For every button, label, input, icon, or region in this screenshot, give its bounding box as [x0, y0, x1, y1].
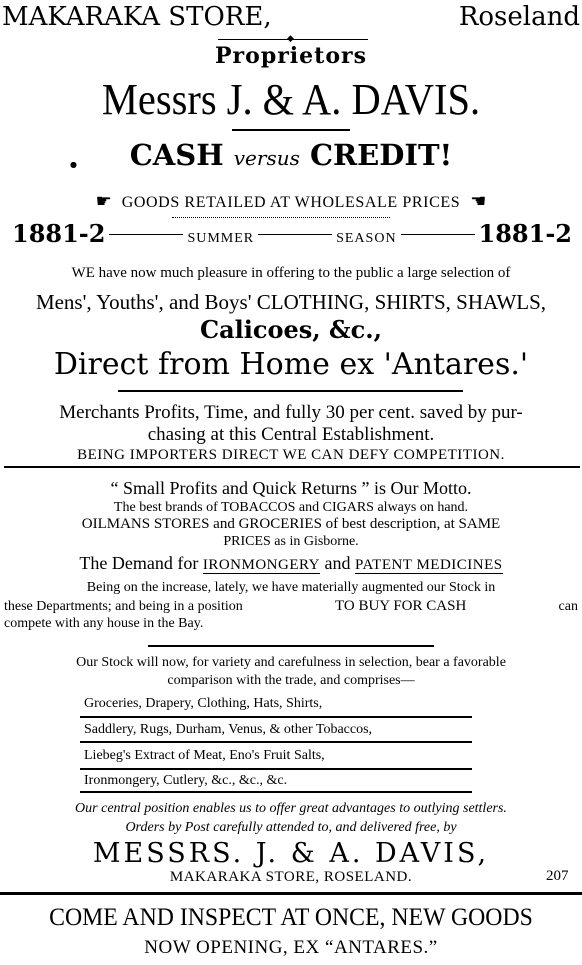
- header-row: [0, 4, 582, 30]
- demand-line-3: [4, 599, 578, 614]
- proprietors-name: Messrs J. & A. DAVIS.: [101, 75, 481, 124]
- cash-word: CASH: [129, 138, 224, 172]
- dotted-divider: [172, 217, 390, 219]
- come-line: COME AND INSPECT AT ONCE, NEW GOODS: [49, 904, 533, 931]
- merchants-line-2: chasing at this Central Establishment.: [147, 424, 435, 445]
- demand-line-4: compete with any house in the Bay.: [4, 616, 204, 631]
- stock-line-2: comparison with the trade, and comprises—: [167, 673, 415, 688]
- item-underline: [80, 741, 472, 743]
- divider: [148, 645, 434, 647]
- credit-word: CREDIT!: [309, 138, 453, 172]
- merchants-line-1: Merchants Profits, Time, and fully 30 per cent. saved by pur-: [59, 402, 523, 423]
- stock-item: Saddlery, Rugs, Durham, Venus, & other Tobaccos,: [84, 722, 373, 737]
- demand-line-2: Being on the increase, lately, we have materially augmented our Stock in: [86, 580, 496, 595]
- demand-and: and: [324, 553, 351, 573]
- footer-divider: [0, 892, 582, 895]
- demand-line-1: [0, 554, 582, 573]
- item-underline: [80, 768, 472, 770]
- divider: [4, 466, 580, 468]
- messrs-line: MESSRS. J. & A. DAVIS,: [92, 838, 490, 869]
- stock-item: Ironmongery, Cutlery, &c., &c., &c.: [84, 773, 288, 788]
- divider: [232, 129, 350, 131]
- pointing-hand-left-icon: ☚: [470, 191, 487, 212]
- motto-line-3: OILMANS STORES and GROCERIES of best description, at SAME: [81, 516, 501, 532]
- motto-line-2: The best brands of TOBACCOS and CIGARS always on hand.: [113, 500, 469, 515]
- pointing-hand-right-icon: ☛: [95, 191, 112, 212]
- prices-row: [0, 193, 582, 211]
- item-underline: [80, 716, 472, 718]
- season-word: SEASON: [336, 231, 397, 246]
- demand-line-3-a: these Departments; and being in a position: [4, 599, 243, 614]
- stock-item: Liebeg's Extract of Meat, Eno's Fruit Salts,: [84, 748, 325, 763]
- position-line: Our central position enables us to offer great advantages to outlying settlers.: [75, 801, 507, 816]
- motto-line-4: PRICES as in Gisborne.: [223, 534, 359, 549]
- stock-line-1: Our Stock will now, for variety and carefulness in selection, bear a favorable: [76, 655, 506, 670]
- summer-word: SUMMER: [187, 231, 255, 246]
- divider-ornament: ◆: [287, 34, 294, 44]
- season-dash: [109, 234, 183, 235]
- demand-line-3-c: can: [558, 599, 578, 614]
- store-name: MAKARAKA STORE,: [2, 2, 272, 32]
- demand-line-3-b: TO BUY FOR CASH: [335, 598, 467, 614]
- stock-item: Groceries, Drapery, Clothing, Hats, Shirts,: [84, 696, 323, 711]
- year-right: 1881-2: [478, 219, 572, 248]
- proprietors-label: Proprietors: [215, 43, 367, 69]
- ironmongery-word: IRONMONGERY: [202, 557, 321, 573]
- year-left: 1881-2: [12, 219, 106, 248]
- patent-medicines-word: PATENT MEDICINES: [355, 557, 503, 573]
- versus-word: versus: [233, 146, 300, 170]
- offer-line-4: Direct from Home ex 'Antares.': [53, 347, 529, 382]
- season-row: [12, 219, 572, 248]
- store-address: MAKARAKA STORE, ROSELAND.: [169, 869, 413, 885]
- motto-line-1: “ Small Profits and Quick Returns ” is Our Motto.: [110, 478, 472, 498]
- orders-line: Orders by Post carefully attended to, and delivered free, by: [125, 820, 457, 835]
- offer-line-1: WE have now much pleasure in offering to the public a large selection of: [71, 265, 511, 281]
- store-location: Roseland: [458, 2, 580, 32]
- prices-text: GOODS RETAILED AT WHOLESALE PRICES: [121, 194, 461, 211]
- demand-prefix: The Demand for: [79, 553, 199, 573]
- item-underline: [80, 791, 472, 793]
- season-dash: [401, 234, 475, 235]
- divider: [118, 390, 463, 392]
- opening-line: NOW OPENING, EX “ANTARES.”: [144, 937, 438, 958]
- ad-number: 207: [546, 868, 569, 884]
- offer-line-2: Mens', Youths', and Boys' CLOTHING, SHIRTS, SHAWLS,: [35, 290, 547, 314]
- dot-mark: ●: [70, 160, 77, 169]
- cash-credit-headline: [0, 138, 582, 172]
- season-dash: [258, 234, 332, 235]
- offer-line-3: Calicoes, &c.,: [200, 315, 382, 344]
- merchants-line-3: BEING IMPORTERS DIRECT WE CAN DEFY COMPETITION.: [77, 447, 505, 463]
